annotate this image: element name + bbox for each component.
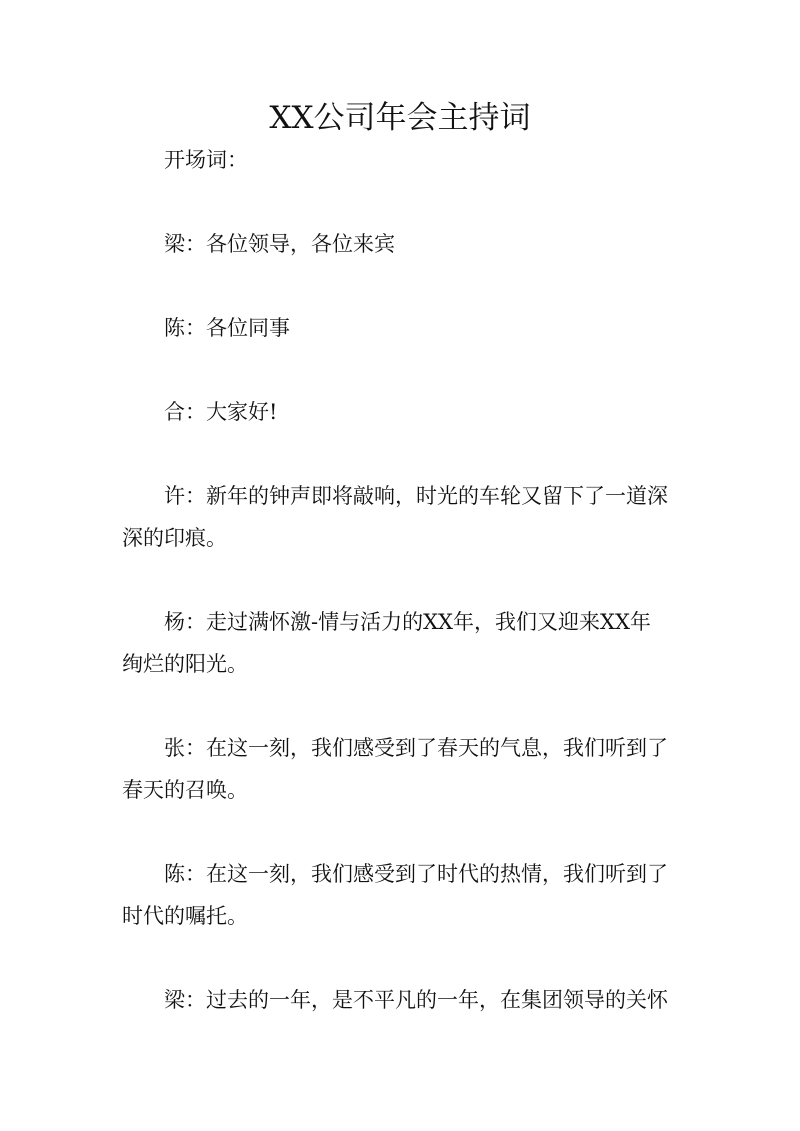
paragraph-line-continuation: 时代的嘱托。 [122,904,248,928]
paragraph-line: 陈：在这一刻，我们感受到了时代的热情，我们听到了 [164,862,668,886]
paragraph-line-continuation: 深的印痕。 [122,526,227,550]
paragraph-line: 合：大家好! [164,400,278,424]
paragraph-line: 张：在这一刻，我们感受到了春天的气息，我们听到了 [164,736,668,760]
paragraph-line: 许：新年的钟声即将敲响，时光的车轮又留下了一道深 [164,484,668,508]
paragraph-line: 杨：走过满怀激-情与活力的XX年，我们又迎来XX年 [164,610,651,634]
paragraph-line: 梁：各位领导，各位来宾 [164,232,395,256]
paragraph-line-continuation: 春天的召唤。 [122,778,248,802]
document-title: XX公司年会主持词 [269,100,531,136]
paragraph-line-continuation: 绚烂的阳光。 [122,652,248,676]
paragraph-line: 陈：各位同事 [164,316,290,340]
paragraph-line: 梁：过去的一年，是不平凡的一年，在集团领导的关怀 [164,988,668,1012]
section-heading-opening: 开场词： [164,148,248,172]
